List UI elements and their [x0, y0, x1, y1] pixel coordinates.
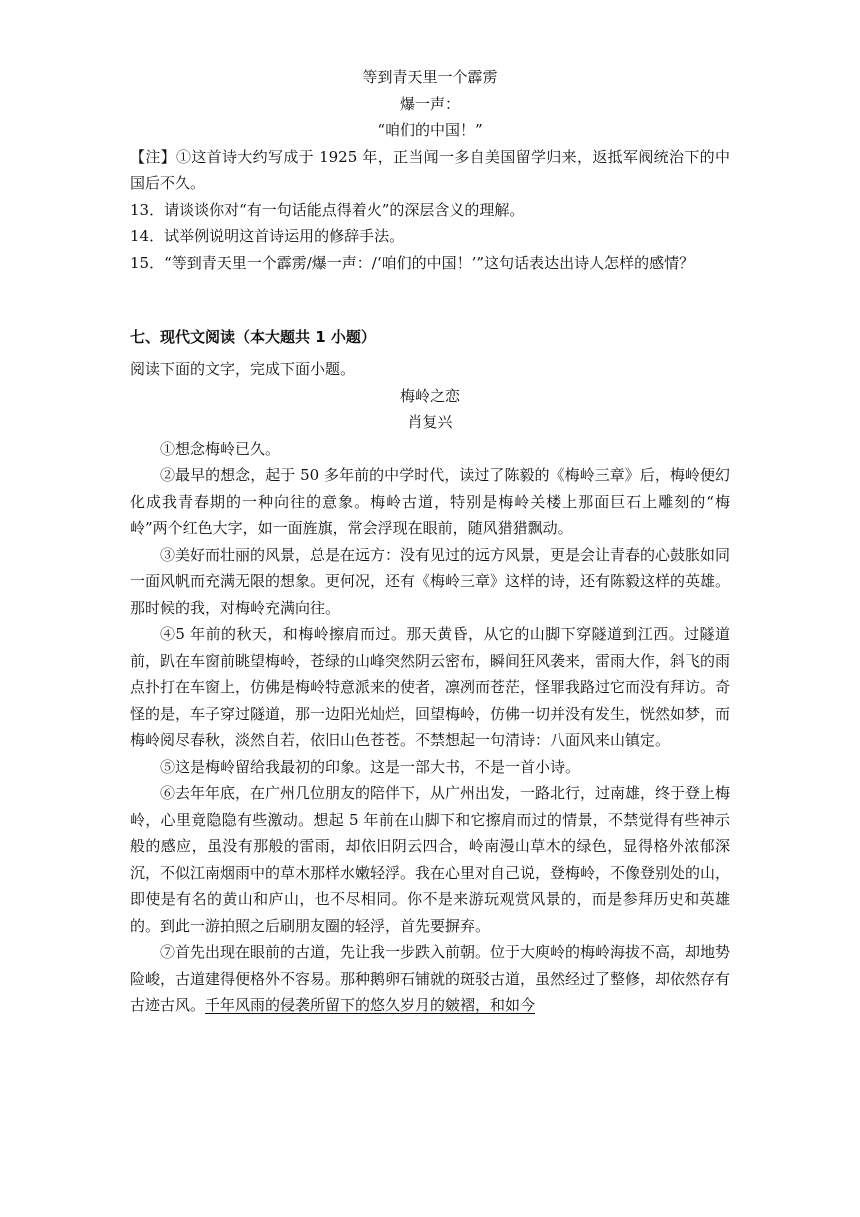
- article-paragraph-6: ⑥去年年底，在广州几位朋友的陪伴下，从广州出发，一路北行，过南雄，终于登上梅岭，心里竟隐隐有些激动。想起 5 年前在山脚下和它擦肩而过的情景，不禁觉得有些神示般的感应，虽没有那般的雷雨，却依旧阴云四合，岭南漫山草木的绿色，显得格外浓郁深沉，不似江南烟雨中的草木那样水嫩轻浮。我在心里对自己说，登梅岭，不像登别处的山，即使是有名的黄山和庐山，也不尽相同。你不是来游玩观赏风景的，而是参拜历史和英雄的。到此一游拍照之后刷朋友圈的轻浮，首先要摒弃。: [130, 784, 731, 935]
- article-body: [130, 436, 730, 1019]
- section-heading: 七、现代文阅读（本大题共 1 小题）: [130, 328, 376, 346]
- poem-line: 爆一声：: [399, 94, 460, 113]
- article-paragraph-7: [130, 939, 730, 1019]
- article-paragraph-1: ①想念梅岭已久。: [160, 439, 281, 458]
- question-15: 15．“等到青天里一个霹雳/爆一声：/‘咱们的中国！’”这句话表达出诗人怎样的感情？: [130, 253, 695, 272]
- poem-ending: [130, 64, 730, 144]
- poem-line: “咱们的中国！”: [377, 121, 483, 139]
- article-paragraph-3: ③美好而壮丽的风景，总是在远方：没有见过的远方风景，更是会让青春的心鼓胀如同一面风帆而充满无限的想象。更何况，还有《梅岭三章》这样的诗，还有陈毅这样的英雄。那时候的我，对梅岭充满向往。: [130, 545, 731, 617]
- article-paragraph-2: ②最早的想念，起于 50 多年前的中学时代，读过了陈毅的《梅岭三章》后，梅岭便幻化成我青春期的一种向往的意象。梅岭古道，特别是梅岭关楼上那面巨石上雕刻的“梅岭”两个红色大字，如一面旌旗，常会浮现在眼前，随风猎猎飘动。: [130, 466, 730, 537]
- article-author: 肖复兴: [407, 413, 453, 431]
- poem-note: 【注】①这首诗大约写成于 1925 年，正当闻一多自美国留学归来，返抵军阀统治下的中国后不久。: [130, 147, 730, 192]
- question-list: [130, 197, 730, 277]
- article-title: 梅岭之恋: [399, 386, 460, 405]
- article-paragraph-4: ④5 年前的秋天，和梅岭擦肩而过。那天黄昏，从它的山脚下穿隧道到江西。过隧道前，趴在车窗前眺望梅岭，苍绿的山峰突然阴云密布，瞬间狂风袭来，雷雨大作，斜飞的雨点扑打在车窗上，仿佛是梅岭特意派来的使者，凛冽而苍茫，怪罪我路过它而没有拜访。奇怪的是，车子穿过隧道，那一边阳光灿烂，回望梅岭，仿佛一切并没有发生，恍然如梦，而梅岭阅尽春秋，淡然自若，依旧山色苍苍。不禁想起一句清诗：八面风来山镇定。: [130, 625, 731, 749]
- question-14: 14．试举例说明这首诗运用的修辞手法。: [130, 227, 405, 245]
- underlined-sentence: 千年风雨的侵袭所留下的悠久岁月的皴褶，和如今: [205, 996, 536, 1014]
- document-page: [130, 64, 730, 1019]
- article-paragraph-5: ⑤这是梅岭留给我最初的印象。这是一部大书，不是一首小诗。: [160, 757, 581, 776]
- section-instruction: 阅读下面的文字，完成下面小题。: [130, 360, 356, 378]
- poem-line: 等到青天里一个霹雳: [362, 68, 498, 86]
- question-13: 13．请谈谈你对“有一句话能点得着火”的深层含义的理解。: [130, 200, 525, 219]
- paragraph-7-text: ⑦首先出现在眼前的古道，先让我一步跌入前朝。位于大庾岭的梅岭海拔不高，却地势险峻，古道建得便格外不容易。那种鹅卵石铺就的斑驳古道，虽然经过了整修，却依然存有古迹古风。: [130, 943, 731, 1014]
